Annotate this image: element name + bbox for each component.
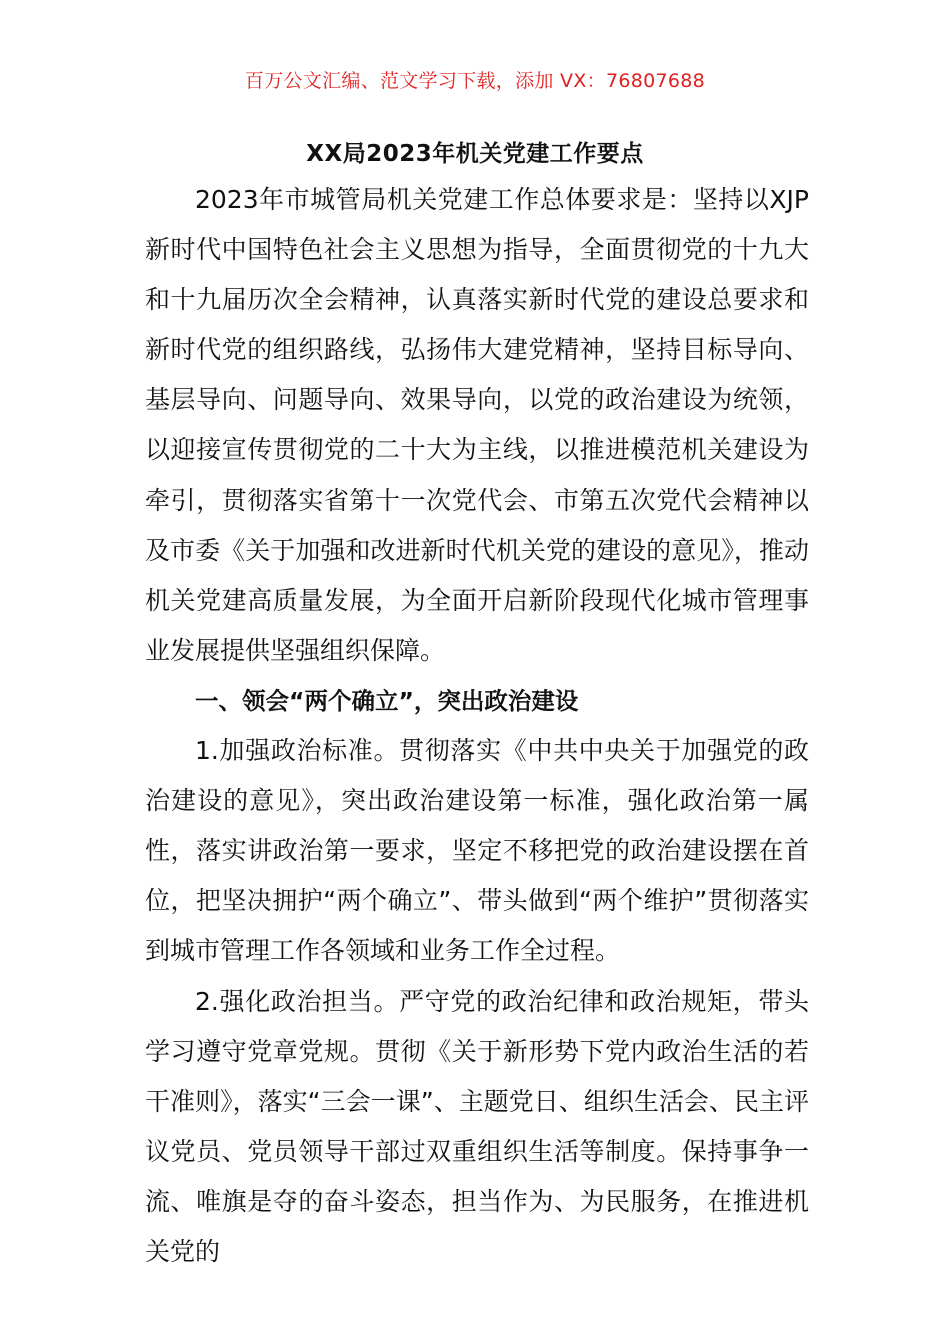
body-paragraph: 1.加强政治标准。贯彻落实《中共中央关于加强党的政治建设的意见》，突出政治建设第一标准，强化政治第一属性，落实讲政治第一要求，坚定不移把党的政治建设摆在首位，把坚决拥护“两个确立”、带头做到“两个维护”贯彻落实到城市管理工作各领域和业务工作全过程。 xyxy=(145,736,809,966)
document-body xyxy=(145,175,809,1277)
intro-paragraph: 2023年市城管局机关党建工作总体要求是：坚持以XJP新时代中国特色社会主义思想为指导，全面贯彻党的十九大和十九届历次全会精神，认真落实新时代党的建设总要求和新时代党的组织路线，弘扬伟大建党精神，坚持目标导向、基层导向、问题导向、效果导向，以党的政治建设为统领，以迎接宣传贯彻党的二十大为主线，以推进模范机关建设为牵引，贯彻落实省第十一次党代会、市第五次党代会精神以及市委《关于加强和改进新时代机关党的建设的意见》，推动机关党建高质量发展，为全面开启新阶段现代化城市管理事业发展提供坚强组织保障。 xyxy=(145,185,809,665)
watermark-banner: 百万公文汇编、范文学习下载，添加 VX：76807688 xyxy=(244,70,706,92)
section-heading: 一、领会“两个确立”，突出政治建设 xyxy=(195,686,579,715)
document-title: XX局2023年机关党建工作要点 xyxy=(306,141,644,167)
body-paragraph: 2.强化政治担当。严守党的政治纪律和政治规矩，带头学习遵守党章党规。贯彻《关于新形势下党内政治生活的若干准则》，落实“三会一课”、主题党日、组织生活会、民主评议党员、党员领导干部过双重组织生活等制度。保持事争一流、唯旗是夺的奋斗姿态，担当作为、为民服务，在推进机关党的 xyxy=(145,986,809,1266)
